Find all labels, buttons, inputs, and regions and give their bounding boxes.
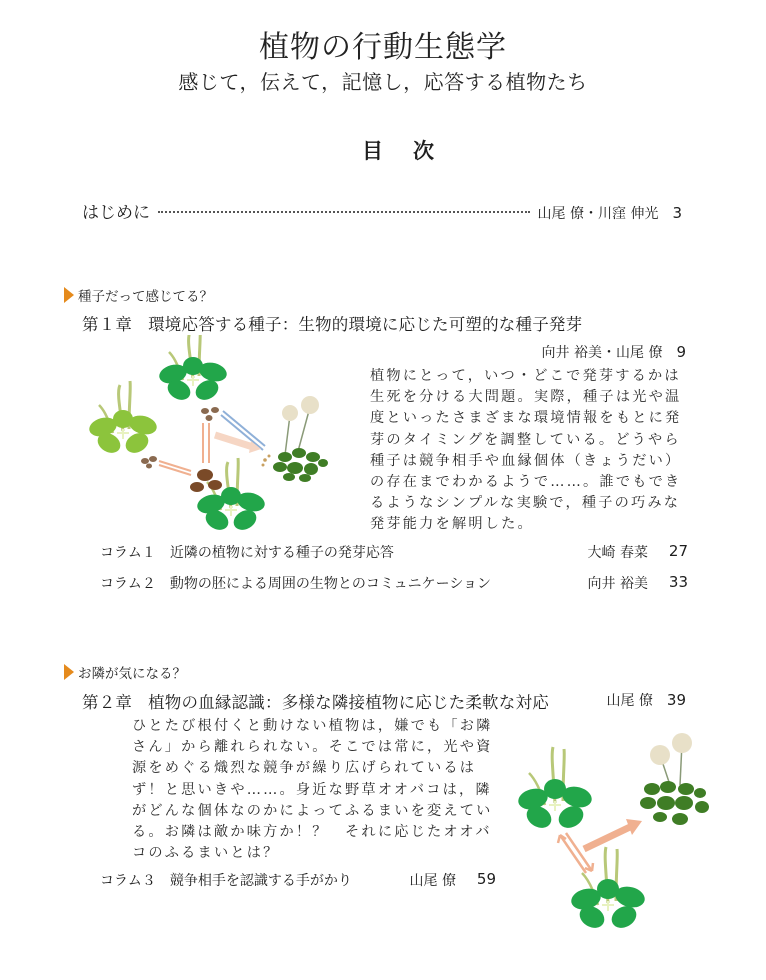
triangle-marker-icon — [64, 287, 74, 303]
interaction-arrows — [159, 411, 265, 475]
section-label-text: 種子だって感じてる？ — [78, 289, 213, 305]
column-authors: 山尾 僚 — [409, 873, 456, 889]
chapter-page: 9 — [676, 343, 686, 361]
book-title: 植物の行動生態学 — [259, 30, 507, 65]
toc-entry-intro[interactable] — [82, 198, 682, 223]
column-number: コラム１ — [100, 545, 156, 561]
book-subtitle: 感じて，伝えて，記憶し，応答する植物たち — [178, 70, 588, 94]
chapter-number: 第１章 — [82, 315, 133, 334]
column-page: 27 — [668, 542, 688, 560]
toc-heading: 目次 — [362, 139, 464, 163]
column-page: 33 — [668, 573, 688, 591]
seed-germination-illustration — [85, 335, 355, 535]
column-2-entry[interactable] — [100, 573, 688, 593]
chapter-title: 植物の血縁認識：多様な隣接植物に応じた柔軟な対応 — [148, 693, 549, 712]
column-page: 59 — [476, 870, 496, 888]
column-number: コラム３ — [100, 873, 156, 889]
section-label-1 — [64, 285, 213, 305]
plantain-top — [157, 335, 229, 404]
chapter-1-byline — [542, 342, 686, 362]
column-3-entry[interactable] — [100, 870, 496, 890]
chapter-1-blurb: 植物にとって，いつ・どこで発芽するかは生死を分ける大問題。実際，種子は光や温度といったさまざまな環境情報をもとに発芽のタイミングを調整している。どうやら種子は競争相手や血縁個体（きょうだい）の存在までわかるようで……。誰でもできるようなシンプルな実験で，種子の巧みな発芽能力を解明した。 — [370, 368, 682, 533]
plantain-left — [516, 747, 594, 832]
column-1-entry[interactable] — [100, 542, 688, 562]
intro-authors: 山尾 僚・川窪 伸光 — [537, 206, 659, 222]
chapter-authors: 山尾 僚 — [606, 693, 653, 709]
section-label-2 — [64, 662, 186, 682]
chapter-2-heading[interactable] — [82, 689, 549, 713]
intro-label: はじめに — [82, 203, 150, 223]
section-label-text: お隣が気になる？ — [78, 666, 186, 682]
chapter-page: 39 — [666, 691, 686, 709]
clover-patch — [640, 733, 709, 825]
column-number: コラム２ — [100, 576, 156, 592]
chapter-2-blurb: ひとたび根付くと動けない植物は，嫌でも「お隣さん」から離れられない。そこでは常に，光や資源をめぐる熾烈な競争が繰り広げられているはず！と思いきや……。身近な野草オオバコは，隣がどんな個体なのかによってふるまいを変えている。お隣は敵か味方か！？ それに応じたオオバコのふるまいとは？ — [132, 718, 493, 862]
intro-page: 3 — [672, 204, 682, 222]
column-authors: 大崎 春菜 — [587, 545, 648, 561]
kin-recognition-illustration — [510, 725, 720, 940]
chapter-2-byline — [606, 690, 686, 710]
column-title: 動物の胚による周囲の生物とのコミュニケーション — [169, 576, 492, 592]
chapter-authors: 向井 裕美・山尾 僚 — [541, 345, 663, 361]
chapter-number: 第２章 — [82, 693, 133, 712]
column-title: 競争相手を認識する手がかり — [169, 873, 352, 889]
chapter-1-heading[interactable] — [82, 311, 582, 335]
column-title: 近隣の植物に対する種子の発芽応答 — [169, 545, 394, 561]
clover-patch — [273, 396, 328, 482]
chapter-title: 環境応答する種子：生物的環境に応じた可塑的な種子発芽 — [148, 315, 583, 334]
plantain-bottom — [569, 847, 647, 932]
triangle-marker-icon — [64, 664, 74, 680]
column-authors: 向井 裕美 — [587, 576, 648, 592]
leader-dots — [158, 211, 530, 213]
plantain-left — [87, 381, 159, 457]
